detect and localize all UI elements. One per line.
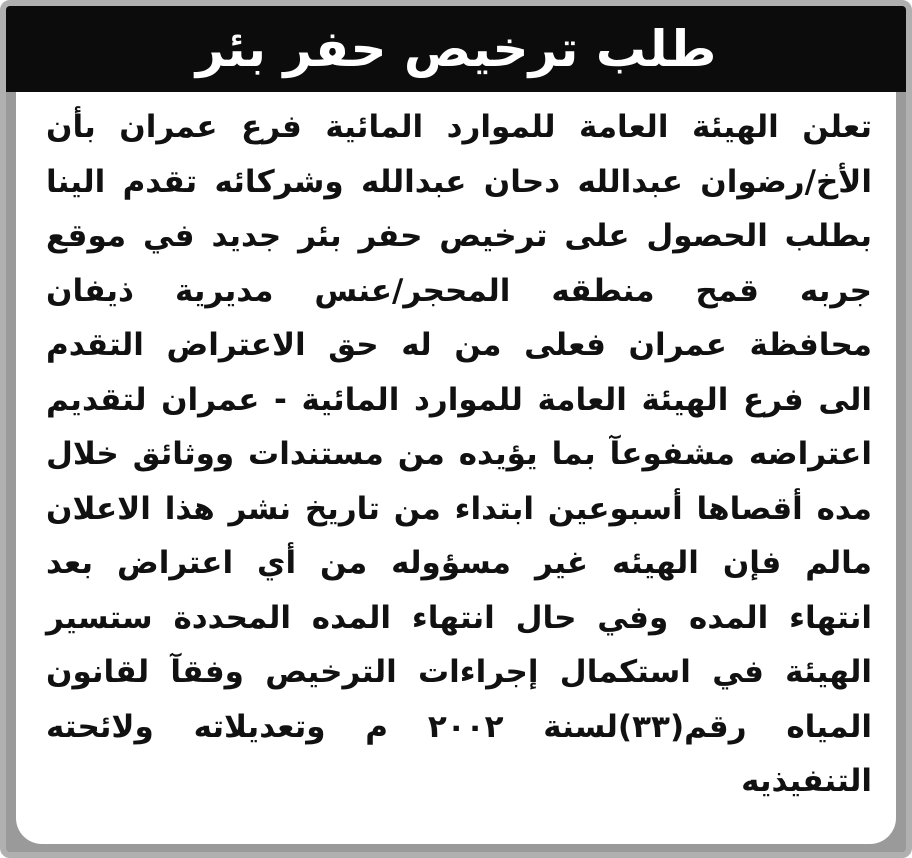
notice-content-panel (16, 92, 896, 844)
title-bar (6, 6, 906, 92)
notice-title: طلب ترخيص حفر بئر (195, 20, 717, 78)
notice-body-text: تعلن الهيئة العامة للموارد المائية فرع عمران بأن الأخ/رضوان عبدالله دحان عبدالله وشركائه تقدم الينا بطلب الحصول على ترخيص حفر بئر جديد في موقع جربه قمح منطقه المحجر/عنس مديرية ذيفان محافظة عمران فعلى من له حق الاعتراض التقدم الى فرع الهيئة العامة للموارد المائية - عمران لتقديم اعتراضه مشفوعآ بما يؤيده من مستندات ووثائق خلال مده أقصاها أسبوعين ابتداء من تاريخ نشر هذا الاعلان مالم فإن الهيئه غير مسؤوله من أي اعتراض بعد انتهاء المده وفي حال انتهاء المده المحددة ستسير الهيئة في استكمال إجراءات الترخيص وفقآ لقانون المياه رقم(٣٣)لسنة ٢٠٠٢ م وتعديلاته ولائحته التنفيذيه (46, 109, 872, 799)
